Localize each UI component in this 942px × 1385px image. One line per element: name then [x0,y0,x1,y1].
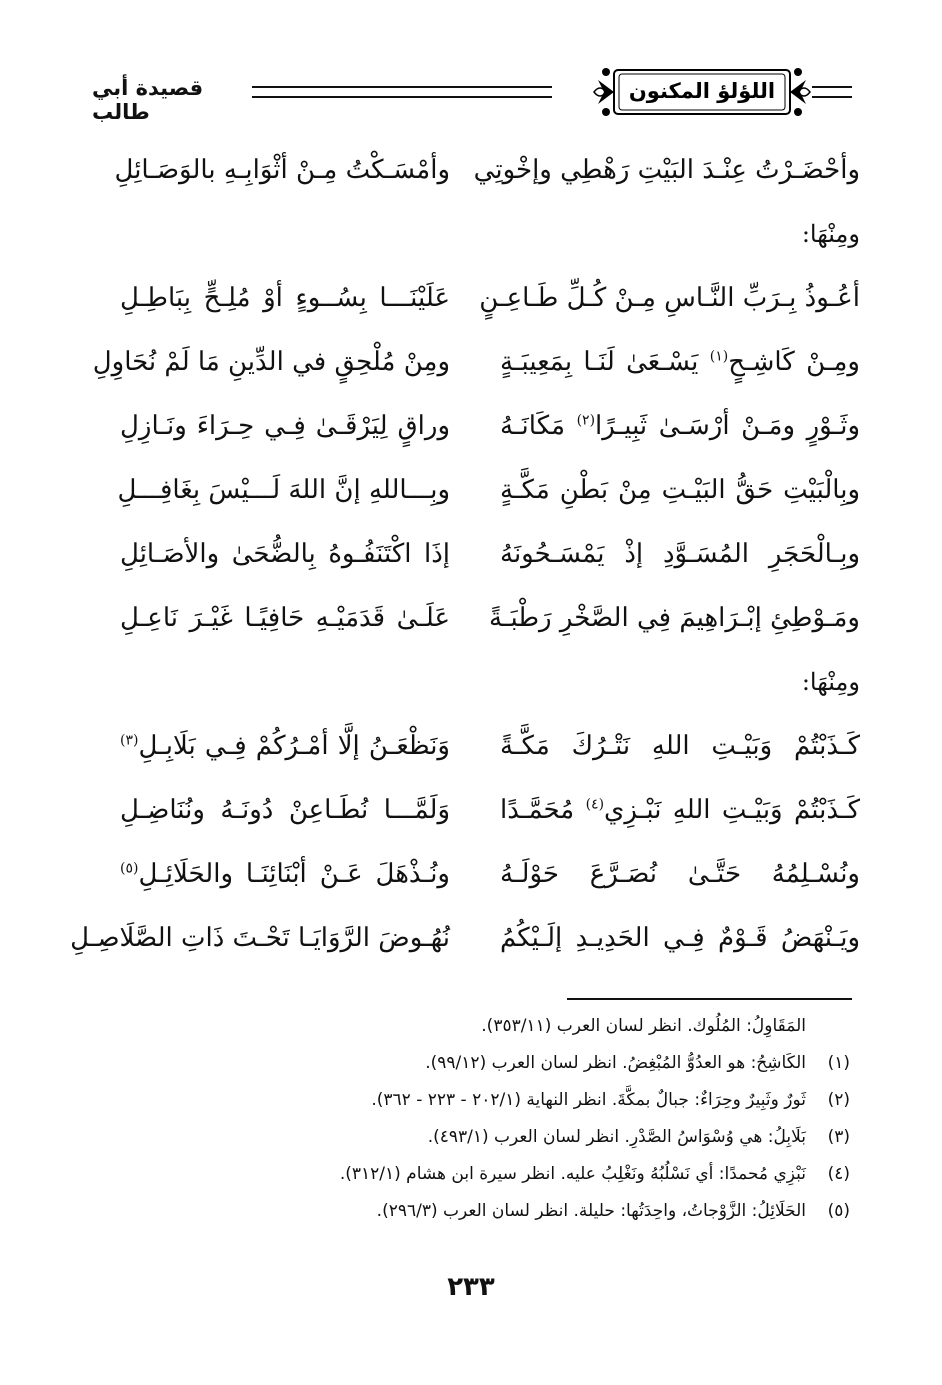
footnote-number: (١) [827,1053,850,1073]
verse-first-hemistich [500,854,860,894]
footnote-number: (٤) [827,1164,850,1184]
verse-first-hemistich [500,342,860,382]
footnote-text: ثَورٌ وثَبِيرٌ وحِرَاءٌ: جبالٌ بمكَّةَ. انظر النهاية (٢٠٢/١ - ٢٢٣ - ٣٦٢). [371,1090,806,1110]
verse-second-hemistich [70,918,450,958]
verse-line [90,460,860,524]
verse-second-hemistich [120,790,450,830]
footnote-item [170,1016,850,1053]
verse-first-hemistich [500,726,860,766]
verse-first-hemistich [500,918,860,958]
footnote-item [170,1201,850,1238]
footnote-text: الحَلَائِلُ: الزَّوْجاتُ، واحِدَتُها: حليلة. انظر لسان العرب (٢٩٦/٣). [376,1201,806,1221]
hemistich-text-cont: مُحَمَّـدًا [500,795,586,825]
footnotes [170,1016,850,1238]
verse-second-hemistich [120,598,450,638]
verse-line [90,588,860,652]
verse-line [90,332,860,396]
footnote-number: (٢) [827,1090,850,1110]
footnote-text: الكَاشِحُ: هو العدُوُّ المُبْغِضُ. انظر لسان العرب (٩٩/١٢). [425,1053,806,1073]
verse-line [70,908,860,972]
footnote-marker: (٢) [576,412,596,429]
verse-first-hemistich [479,278,860,318]
intro-text: ومِنْهَا: [801,220,860,248]
intro-text: ومِنْهَا: [801,668,860,696]
hemistich-text-cont: مَكَانَـهُ [500,411,577,441]
footnote-marker: (٥) [120,860,139,877]
footnote-marker: (١) [709,348,729,365]
hemistich-text: ويَـنْهَضُ قَـوْمٌ فِـي الحَدِيـدِ إلَـيْكُمُ [500,923,860,953]
footnote-separator [567,998,852,1000]
footnote-number: (٥) [827,1201,850,1221]
hemistich-text: ونُسْـلِمُهُ حَتَّـىٰ نُصَـرَّعَ حَوْلَـهُ [500,859,860,889]
verse-first-hemistich [500,406,860,446]
hemistich-text: عَلَيْنَـــا بِسُــوءٍ أوْ مُلِـحٍّ بِبَاطِـلِ [120,283,450,313]
section-intro [90,652,860,716]
footnote-marker: (٣) [120,732,139,749]
verse-second-hemistich [120,406,450,446]
poem-verses [70,140,860,972]
hemistich-text: عَلَـىٰ قَدَمَيْـهِ حَافِيًـا غَيْـرَ نَاعِـلِ [120,603,450,633]
hemistich-text: ومَـوْطِئِ إبْـرَاهِيمَ فِي الصَّخْرِ رَطْبَـةً [488,603,860,633]
verse-second-hemistich [120,278,450,318]
hemistich-text: ونُـذْهَلَ عَـنْ أبْنَائِنَـا والحَلَائِـلِ [138,859,450,889]
hemistich-text: أعُـوذُ بِـرَبِّ النَّـاسِ مِـنْ كُـلِّ طَـاعِـنٍ [479,283,860,313]
hemistich-text: وبِـالْحَجَرِ المُسَـوَّدِ إذْ يَمْسَـحُونَهُ [500,539,860,569]
verse-second-hemistich [120,726,450,766]
verse-first-hemistich [500,790,860,830]
footnote-item [170,1164,850,1201]
footnote-text: نَبْزِي مُحمدًا: أي نَسْلُبُهُ ونَغْلِبُ عليه. انظر سيرة ابن هشام (٣١٢/١). [339,1164,806,1184]
hemistich-text: وَلَمَّـــا نُطَـاعِنْ دُونَـهُ ونُنَاضِـلِ [120,795,450,825]
verse-line [90,844,860,908]
section-title: قصيدة أبي طالب [92,76,204,124]
footnote-text: بَلَابِلُ: هي وُسْوَاسُ الصَّدْرِ. انظر لسان العرب (٤٩٣/١). [427,1127,806,1147]
footnote-item [170,1127,850,1164]
hemistich-text: ومِنْ مُلْحِقٍ في الدِّينِ مَا لَمْ نُحَاوِلِ [92,347,450,377]
verse-line [90,716,860,780]
header-rule-right [812,86,852,98]
verse-first-hemistich [488,598,860,638]
verse-line [90,396,860,460]
verse-line [90,140,860,204]
book-title: اللؤلؤ المكنون [628,79,776,103]
hemistich-text: إذَا اكْتَنَفُـوهُ بِالضُّحَىٰ والأصَـائِلِ [120,539,450,569]
page-number: ٢٣٣ [447,1272,495,1302]
hemistich-text: كَـذَبْتُمْ وَبَيْـتِ اللهِ نَتْـرُكَ مَكَّـةً [500,731,860,761]
footnote-item [170,1053,850,1090]
verse-second-hemistich [117,470,450,510]
footnote-marker: (٤) [585,796,605,813]
verse-second-hemistich [92,342,450,382]
hemistich-text: وبِالْبَيْتِ حَقُّ البَيْـتِ مِنْ بَطْنِ مَكَّـةٍ [500,475,860,505]
verse-second-hemistich [114,150,450,190]
hemistich-text: وراقٍ لِيَرْقَـىٰ فِـي حِـرَاءَ ونَـازِلِ [120,411,450,441]
section-intro [90,204,860,268]
running-header [92,58,852,128]
footnote-number: (٣) [827,1127,850,1147]
hemistich-text: وبِـــاللهِ إنَّ اللهَ لَـــيْسَ بِغَافِـــلِ [117,475,450,505]
verse-first-hemistich [500,534,860,574]
hemistich-text: وَنَظْعَـنُ إلَّا أمْـرُكُمْ فِـي بَلَابِـلِ [138,731,450,761]
footnote-text: المَقَاوِلُ: المُلُوك. انظر لسان العرب (٣٥٣/١١). [481,1016,806,1036]
verse-first-hemistich [473,150,860,190]
hemistich-text: كَـذَبْتُمْ وَبَيْـتِ اللهِ نَبْـزِي [604,795,860,825]
hemistich-text: ومِـنْ كَاشِـحٍ [728,347,860,377]
hemistich-text: نُهُـوضَ الرَّوَايَـا تَحْـتَ ذَاتِ الصَّلَاصِـلِ [70,923,450,953]
hemistich-text: وثَـوْرٍ ومَـنْ أرْسَـىٰ ثَبِيـرًا [595,411,860,441]
header-rule-left [252,86,552,98]
verse-line [90,780,860,844]
verse-line [90,268,860,332]
verse-second-hemistich [120,534,450,574]
verse-first-hemistich [500,470,860,510]
verse-line [90,524,860,588]
verse-second-hemistich [120,854,450,894]
hemistich-text: وأمْسَـكْتُ مِـنْ أثْوَابِـهِ بالوَصَـائِلِ [114,155,450,185]
hemistich-text: وأحْضَـرْتُ عِنْـدَ البَيْتِ رَهْطِي وإخْوتِي [473,155,860,185]
footnote-item [170,1090,850,1127]
hemistich-text-cont: يَسْـعَىٰ لَنَـا بِمَعِيبَـةٍ [500,347,710,377]
